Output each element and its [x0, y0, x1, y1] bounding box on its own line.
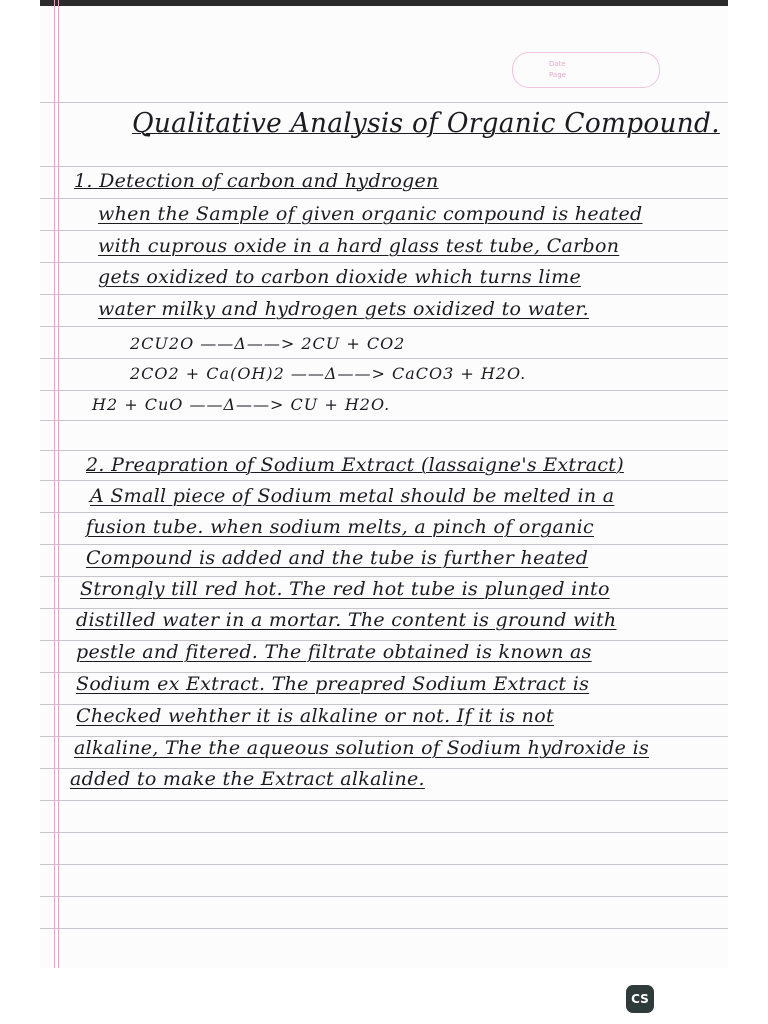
ruled-line: [40, 576, 728, 577]
text-line: distilled water in a mortar. The content is ground with: [76, 609, 617, 631]
text-line: gets oxidized to carbon dioxide which turns lime: [98, 266, 582, 288]
ruled-line: [40, 262, 728, 263]
ruled-line: [40, 896, 728, 897]
text-line: water milky and hydrogen gets oxidized to water.: [98, 298, 589, 320]
ruled-line: [40, 420, 728, 421]
page-top-edge: [40, 0, 728, 6]
ruled-line: [40, 512, 728, 513]
date-page-stamp: [512, 52, 660, 88]
ruled-line: [40, 864, 728, 865]
equation: 2CU2O ——Δ——> 2CU + CO2: [130, 334, 406, 353]
page-title: Qualitative Analysis of Organic Compound.: [132, 108, 720, 139]
ruled-line: [40, 166, 728, 167]
ruled-line: [40, 800, 728, 801]
text-line: Checked wehther it is alkaline or not. If it is not: [76, 705, 554, 727]
text-line: when the Sample of given organic compound is heated: [98, 203, 643, 225]
date-label: Date: [549, 60, 566, 68]
margin-line: [54, 0, 55, 968]
text-line: Compound is added and the tube is further heated: [86, 547, 589, 569]
ruled-line: [40, 102, 728, 103]
ruled-line: [40, 480, 728, 481]
text-line: pestle and fitered. The filtrate obtained is known as: [76, 641, 592, 663]
ruled-line: [40, 832, 728, 833]
ruled-line: [40, 928, 728, 929]
page-label: Page: [549, 71, 566, 79]
notebook-page: [40, 0, 728, 968]
ruled-line: [40, 544, 728, 545]
margin-line: [58, 0, 59, 968]
equation: 2CO2 + Ca(OH)2 ——Δ——> CaCO3 + H2O.: [130, 364, 527, 383]
text-line: A Small piece of Sodium metal should be melted in a: [90, 485, 615, 507]
section-heading: 2. Preapration of Sodium Extract (lassaigne's Extract): [86, 454, 624, 476]
text-line: added to make the Extract alkaline.: [70, 768, 425, 790]
ruled-line: [40, 326, 728, 327]
text-line: Sodium ex Extract. The preapred Sodium Extract is: [76, 673, 590, 695]
ruled-line: [40, 358, 728, 359]
equation: H2 + CuO ——Δ——> CU + H2O.: [92, 395, 391, 414]
text-line: with cuprous oxide in a hard glass test tube, Carbon: [98, 235, 620, 257]
ruled-line: [40, 230, 728, 231]
text-line: alkaline, The the aqueous solution of Sodium hydroxide is: [74, 737, 649, 759]
text-line: Strongly till red hot. The red hot tube is plunged into: [80, 578, 610, 600]
camscanner-logo: CS: [626, 985, 654, 1013]
ruled-line: [40, 450, 728, 451]
section-heading: 1. Detection of carbon and hydrogen: [74, 170, 439, 192]
ruled-line: [40, 390, 728, 391]
text-line: fusion tube. when sodium melts, a pinch of organic: [86, 516, 594, 538]
ruled-line: [40, 198, 728, 199]
ruled-line: [40, 294, 728, 295]
